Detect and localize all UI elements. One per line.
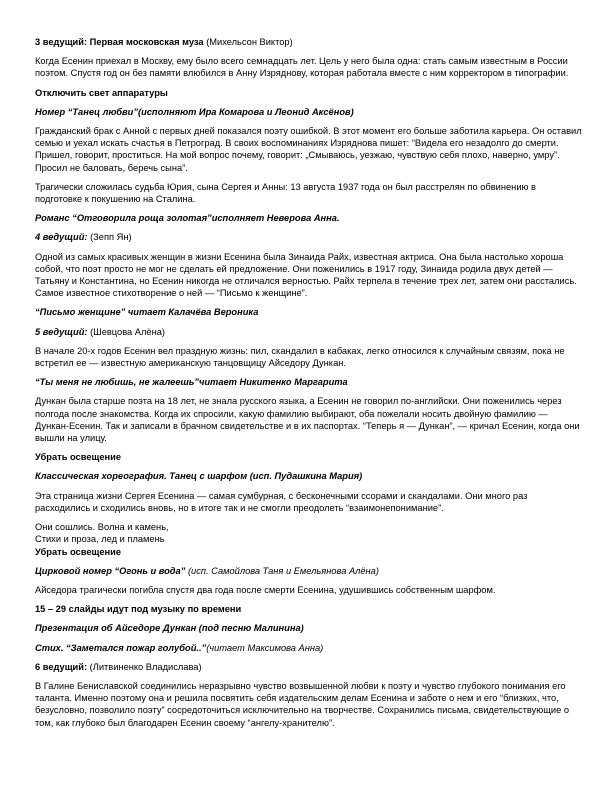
performance-heading: Романс “Отговорила роща золотая”исполняет Неверова Анна. <box>35 213 340 224</box>
presenter-label: 4 ведущий: <box>35 232 88 243</box>
paragraph: Эта страница жизни Сергея Есенина — самая сумбурная, с бесконечными ссорами и скандалами. Они много раз расходились и сходились вновь, но в итоге так и не смогли преодолеть “взаимонепонимание”. <box>35 490 528 513</box>
performance-heading <box>35 565 582 577</box>
stage-direction: Убрать освещение <box>35 452 122 463</box>
presenter-name: (Литвиненко Владислава) <box>87 661 202 672</box>
presenter-heading <box>35 36 582 48</box>
presenter-name: (Михельсон Виктор) <box>203 37 293 47</box>
paragraph: В начале 20-х годов Есенин вел праздную жизнь: пил, скандалил в кабаках, легко относился к случайным связям, пока не встретил ее — известную американскую танцовщицу Айседору Дункан. <box>35 345 565 369</box>
performance-heading: “Письмо женщине” читает Калачёва Вероника <box>35 307 259 318</box>
presenter-label: 3 ведущий: Первая московская муза <box>35 37 204 47</box>
performance-title: Цирковой номер “Огонь и вода” <box>35 565 186 576</box>
performance-heading <box>35 642 582 654</box>
presenter-heading <box>35 661 582 673</box>
presenter-heading <box>35 326 582 338</box>
verse-line: Они сошлись. Волна и камень, <box>35 522 169 533</box>
presenter-name: (Шевцова Алёна) <box>87 326 165 337</box>
performance-heading: “Ты меня не любишь, не жалеешь”читает Никитенко Маргарита <box>35 377 348 388</box>
paragraph: Гражданский брак с Анной с первых дней показался поэту ошибкой. В этот момент его больше заботила карьера. Он оставил семью и уехал искать счастья в Петроград. В своих воспоминаниях Изряднова пишет: “Видела его незадолго до смерти. Пришел, говорит, проститься. На мой вопрос почему, говорит: „Смываюсь, уезжаю, чувствую себя плохо, наверно, умру”. Просил не баловать, беречь сына”. <box>35 126 582 173</box>
performance-heading: Презентация об Айседоре Дункан (под песню Малинина) <box>35 623 304 634</box>
verse-line: Стихи и проза, лед и пламень <box>35 534 165 545</box>
performance-heading: Номер “Танец любви”(исполняют Ира Комарова и Леонид Аксёнов) <box>35 106 354 117</box>
presenter-name: (Зепп Ян) <box>87 232 132 243</box>
performer-names: (читает Максимова Анна) <box>206 642 324 653</box>
presenter-heading <box>35 231 582 243</box>
paragraph: Когда Есенин приехал в Москву, ему было всего семнадцать лет. Цель у него была одна: стать самым известным в России поэтом. Спустя год он без памяти влюбился в Анну Изряднову, которая работала вместе с ним корректором в типографии. <box>35 56 569 79</box>
presenter-label: 6 ведущий: <box>35 661 88 672</box>
presenter-label: 5 ведущий: <box>35 326 88 337</box>
paragraph: В Галине Бениславской соединились неразрывно чувство возвышенной любви к поэту и чувство глубокого понимания его таланта. Именно поэтому она и решила посвятить себя издательским делам Есенина и заботе о нем и его “близких, что, безусловно, позволило поэту” сосредоточиться исключительно на творчестве. Сохранились письма, свидетельствующие о том, как глубоко был благодарен Есенин своему “ангелу-хранителю”. <box>35 680 570 728</box>
stage-direction: Убрать освещение <box>35 546 122 557</box>
performance-heading: Классическая хореография. Танец с шарфом (исп. Пудашкина Мария) <box>35 471 363 482</box>
stage-direction: Отключить свет аппаратуры <box>35 87 168 98</box>
performer-names: (исп. Самойлова Таня и Емельянова Алёна) <box>185 565 379 576</box>
paragraph: Дункан была старше поэта на 18 лет, не знала русского языка, а Есенин не говорил по-английски. Они поженились через полгода после знакомства. Когда их спросили, какую фамилию выбирают, оба пожелали носить двойную фамилию — Дункан-Есенин. Так и записали в брачном свидетельстве и в их паспортах. “Теперь я — Дункан”, — кричал Есенин, когда они вышли на улицу. <box>35 396 580 444</box>
paragraph: Одной из самых красивых женщин в жизни Есенина была Зинаида Райх, известная актриса. Она была настолько хороша собой, что поэт просто не мог не сделать ей предложение. Они поженились в 1917 году, Зинаида родила двух детей — Татьяну и Константина, но Есенин никогда не отличался верностью. Райх терпела в течение трех лет, затем они расстались. Самое известное стихотворение о ней — “Письмо к женщине”. <box>35 251 577 299</box>
performance-title: Стих. “Заметался пожар голубой..” <box>35 642 207 653</box>
paragraph: Трагически сложилась судьба Юрия, сына Сергея и Анны: 13 августа 1937 года он был расстрелян по обвинению в подготовке к покушению на Сталина. <box>35 181 537 205</box>
stage-direction: 15 – 29 слайды идут под музыку по времени <box>35 604 242 615</box>
paragraph: Айседора трагически погибла спустя два года после смерти Есенина, удушившись собственным шарфом. <box>35 584 496 595</box>
